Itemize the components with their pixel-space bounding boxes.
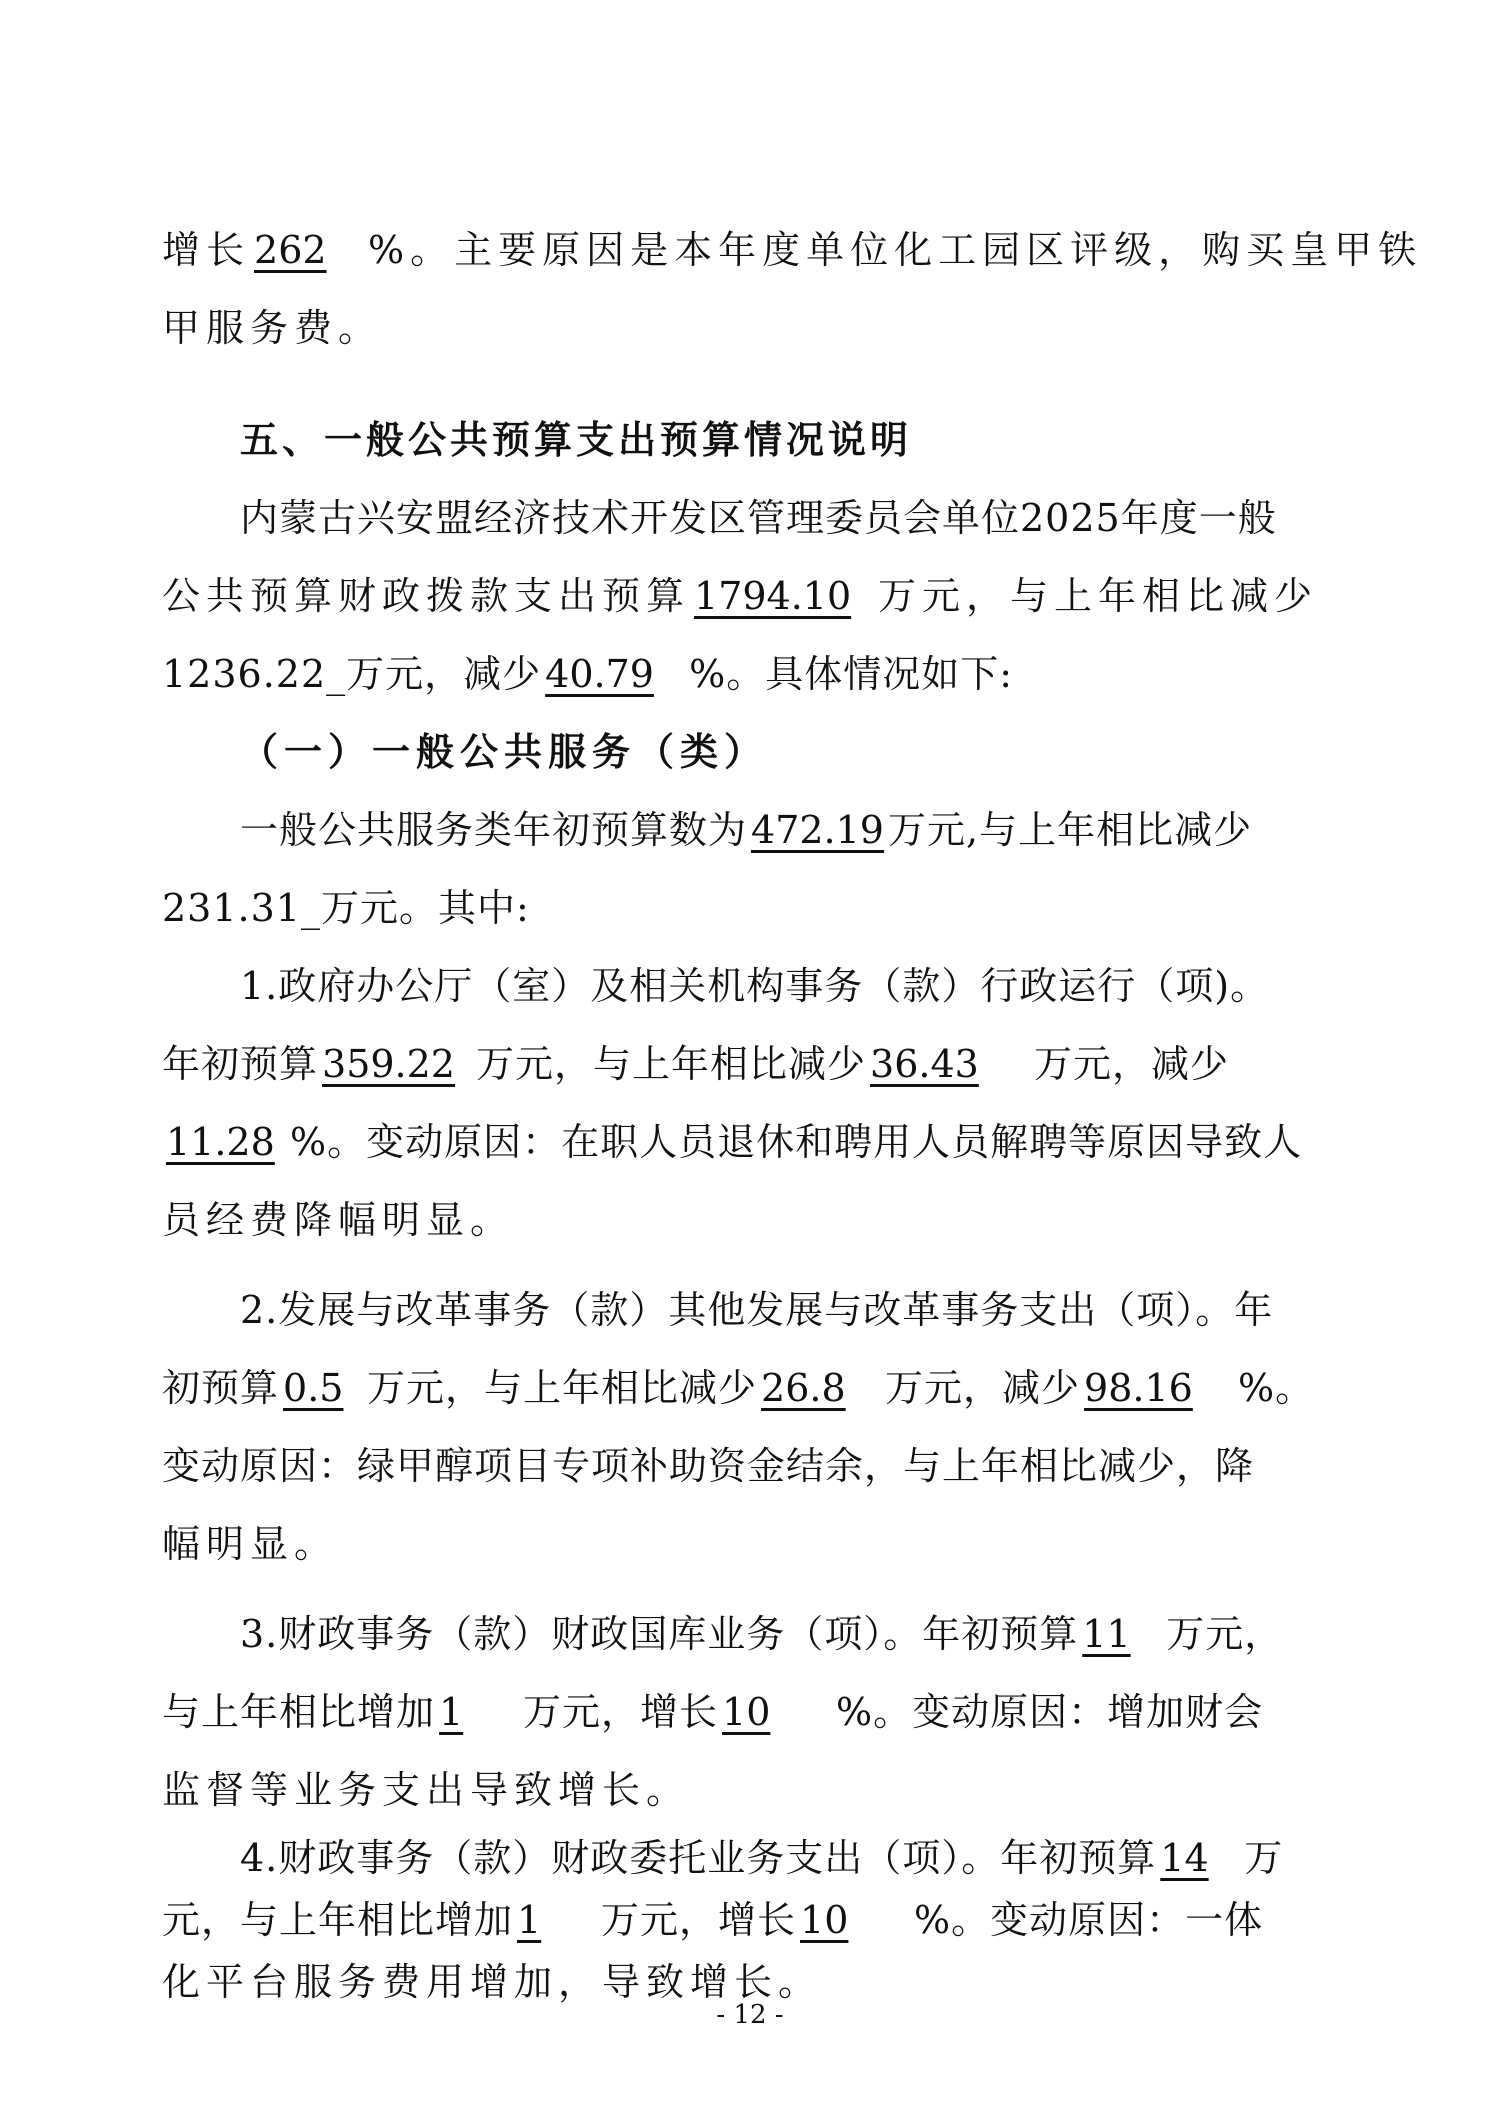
subsection-heading: （一）一般公共服务（类） bbox=[240, 729, 769, 774]
text-line-10: 1.政府办公厅（室）及相关机构事务（款）行政运行（项)。 bbox=[240, 964, 1270, 1008]
underlined-value: 40.79 bbox=[545, 652, 654, 696]
text-line-1: 增长 262 %。主要原因是本年度单位化工园区评级，购买皇甲铁 bbox=[162, 210, 1312, 290]
underlined-value: 1 bbox=[517, 1898, 542, 1942]
underlined-value: 0.5 bbox=[283, 1366, 344, 1410]
page-number: - 12 - bbox=[716, 2000, 784, 2030]
text-line-4: 内蒙古兴安盟经济技术开发区管理委员会单位2025年度一般 bbox=[240, 496, 1277, 540]
underlined-value: 11.28 bbox=[166, 1120, 275, 1164]
underlined-value: 1 bbox=[439, 1690, 464, 1734]
text-line-21: 4.财政事务（款）财政委托业务支出（项）。年初预算 14 万 bbox=[240, 1818, 1312, 1898]
text-line-14: 2.发展与改革事务（款）其他发展与改革事务支出（项）。年 bbox=[240, 1288, 1274, 1332]
underlined-value: 98.16 bbox=[1084, 1366, 1193, 1410]
underlined-value: 10 bbox=[722, 1690, 771, 1734]
underlined-value: 359.22 bbox=[322, 1042, 455, 1086]
underlined-value: 36.43 bbox=[870, 1042, 979, 1086]
underlined-value: 472.19 bbox=[751, 808, 884, 852]
underlined-value: 11 bbox=[1082, 1612, 1131, 1656]
text-line-5: 公共预算财政拨款支出预算 1794.10 万元，与上年相比减少 bbox=[162, 556, 1312, 636]
text-line-18: 3.财政事务（款）财政国库业务（项）。年初预算 11 万元， bbox=[240, 1594, 1312, 1674]
text-line-11: 年初预算 359.22 万元，与上年相比减少 36.43 万元，减少 bbox=[162, 1024, 1312, 1104]
text-line-13: 员经费降幅明显。 bbox=[162, 1198, 515, 1242]
text-line-22: 元，与上年相比增加 1 万元，增长 10 %。变动原因：一体 bbox=[162, 1880, 1312, 1960]
text-line-17: 幅明显。 bbox=[162, 1522, 339, 1566]
text-line-9: 231.31_万元。其中: bbox=[162, 886, 530, 930]
text-line-20: 监督等业务支出导致增长。 bbox=[162, 1768, 691, 1812]
text-line-8: 一般公共服务类年初预算数为 472.19 万元,与上年相比减少 bbox=[240, 790, 1312, 870]
text-line-19: 与上年相比增加 1 万元，增长 10 %。变动原因：增加财会 bbox=[162, 1672, 1312, 1752]
underlined-value: 26.8 bbox=[761, 1366, 846, 1410]
text-line-15: 初预算 0.5 万元，与上年相比减少 26.8 万元，减少 98.16 %。 bbox=[162, 1348, 1312, 1428]
text-line-2: 甲服务费。 bbox=[162, 306, 383, 350]
text-line-23: 化平台服务费用增加，导致增长。 bbox=[162, 1960, 823, 2004]
underlined-value: 14 bbox=[1160, 1836, 1209, 1880]
text-line-16: 变动原因：绿甲醇项目专项补助资金结余，与上年相比减少，降 bbox=[162, 1444, 1255, 1488]
text-line-6: 1236.22_万元，减少 40.79 %。具体情况如下: bbox=[162, 634, 1312, 714]
underlined-value: 262 bbox=[254, 228, 327, 272]
text-line-12: 11.28 %。变动原因：在职人员退休和聘用人员解聘等原因导致人 bbox=[162, 1102, 1312, 1182]
section-heading: 五、一般公共预算支出预算情况说明 bbox=[240, 418, 913, 462]
underlined-value: 10 bbox=[800, 1898, 849, 1942]
underlined-value: 1794.10 bbox=[694, 574, 852, 618]
